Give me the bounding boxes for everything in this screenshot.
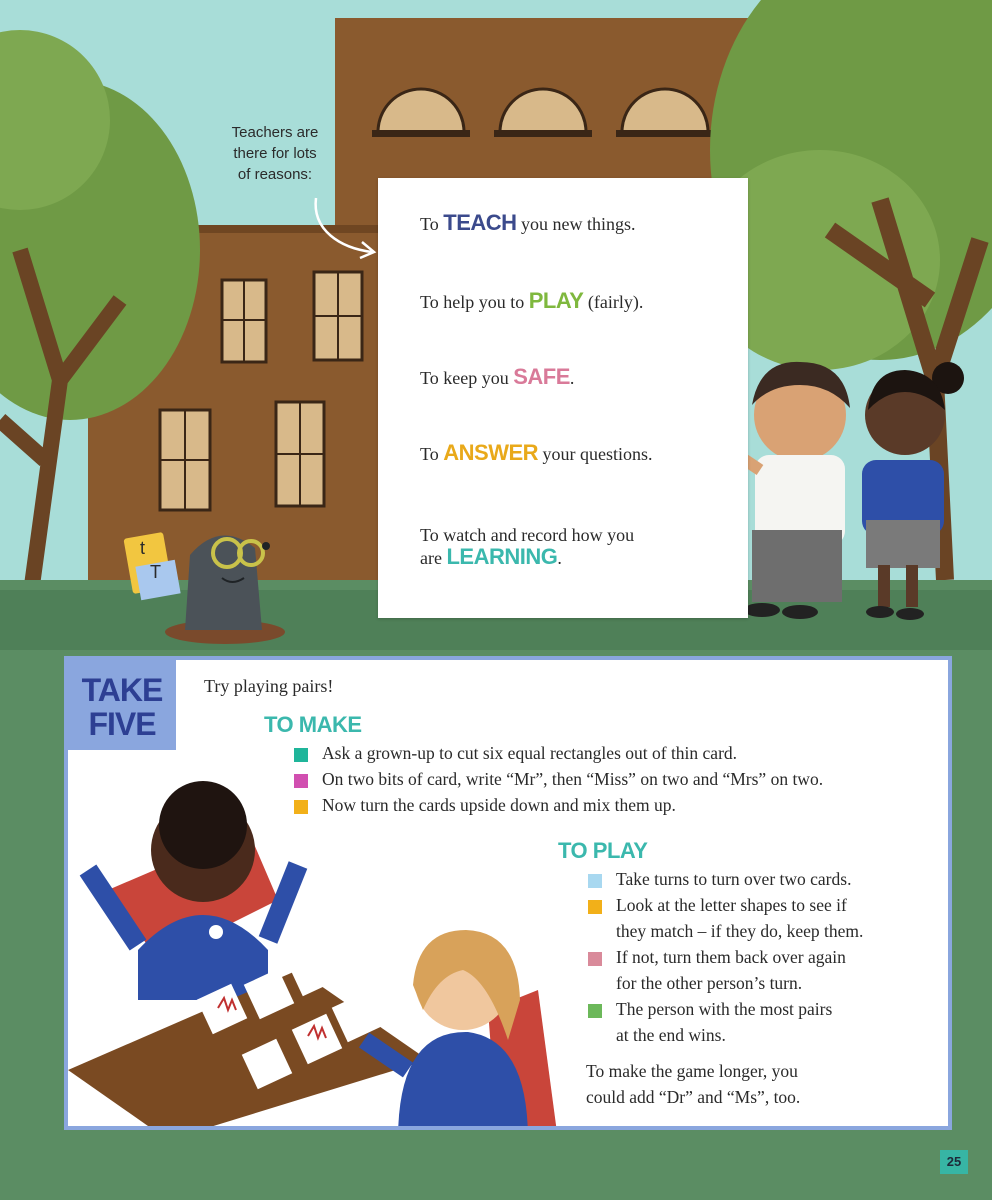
note-line-3: of reasons: — [237, 166, 313, 183]
mole-card-lower: t — [140, 538, 146, 558]
bullet-square — [588, 874, 602, 888]
note-line-1: Teachers are — [231, 124, 319, 141]
to-play-item-1: Take turns to turn over two cards. — [616, 869, 852, 889]
note-line-2: there for lots — [233, 145, 317, 162]
teachers-note — [210, 122, 340, 185]
keyword-answer: ANSWER — [443, 440, 539, 465]
to-play-heading: TO PLAY — [558, 838, 648, 863]
keyword-play: PLAY — [528, 288, 584, 313]
bullet-square — [588, 1004, 602, 1018]
keyword-safe: SAFE — [513, 364, 570, 389]
reason-safe: To keep you SAFE. — [420, 364, 575, 389]
take-five-intro: Try playing pairs! — [204, 676, 334, 696]
children-playing-illustration — [68, 770, 588, 1130]
to-make-item-1: Ask a grown-up to cut six equal rectangles out of thin card. — [322, 743, 738, 763]
mole-card-upper: T — [150, 562, 161, 582]
to-play-item-4: The person with the most pairs at the end wins. — [616, 999, 833, 1045]
take-five-footer: To make the game longer, you could add “Dr” and “Ms”, too. — [586, 1061, 801, 1107]
take-five-tab: TAKE FIVE — [68, 660, 176, 750]
bullet-square — [294, 748, 308, 762]
to-make-item-2: On two bits of card, write “Mr”, then “Miss” on two and “Mrs” on two. — [322, 769, 824, 789]
reasons-card — [378, 178, 748, 618]
to-make-item-3: Now turn the cards upside down and mix them up. — [322, 795, 676, 815]
reason-play: To help you to PLAY (fairly). — [420, 288, 644, 313]
reason-learning: To watch and record how you are LEARNING. — [420, 525, 635, 569]
keyword-learning: LEARNING — [446, 544, 558, 569]
page-number: 25 — [940, 1150, 968, 1174]
to-play-item-3: If not, turn them back over again for the other person’s turn. — [616, 947, 846, 993]
keyword-teach: TEACH — [443, 210, 517, 235]
take-five-box — [64, 656, 952, 1130]
bullet-square — [588, 900, 602, 914]
reason-teach: To TEACH you new things. — [420, 210, 636, 235]
to-play-item-2: Look at the letter shapes to see if they match – if they do, keep them. — [616, 895, 864, 941]
to-make-heading: TO MAKE — [264, 712, 362, 737]
bullet-square — [588, 952, 602, 966]
reason-answer: To ANSWER your questions. — [420, 440, 653, 465]
